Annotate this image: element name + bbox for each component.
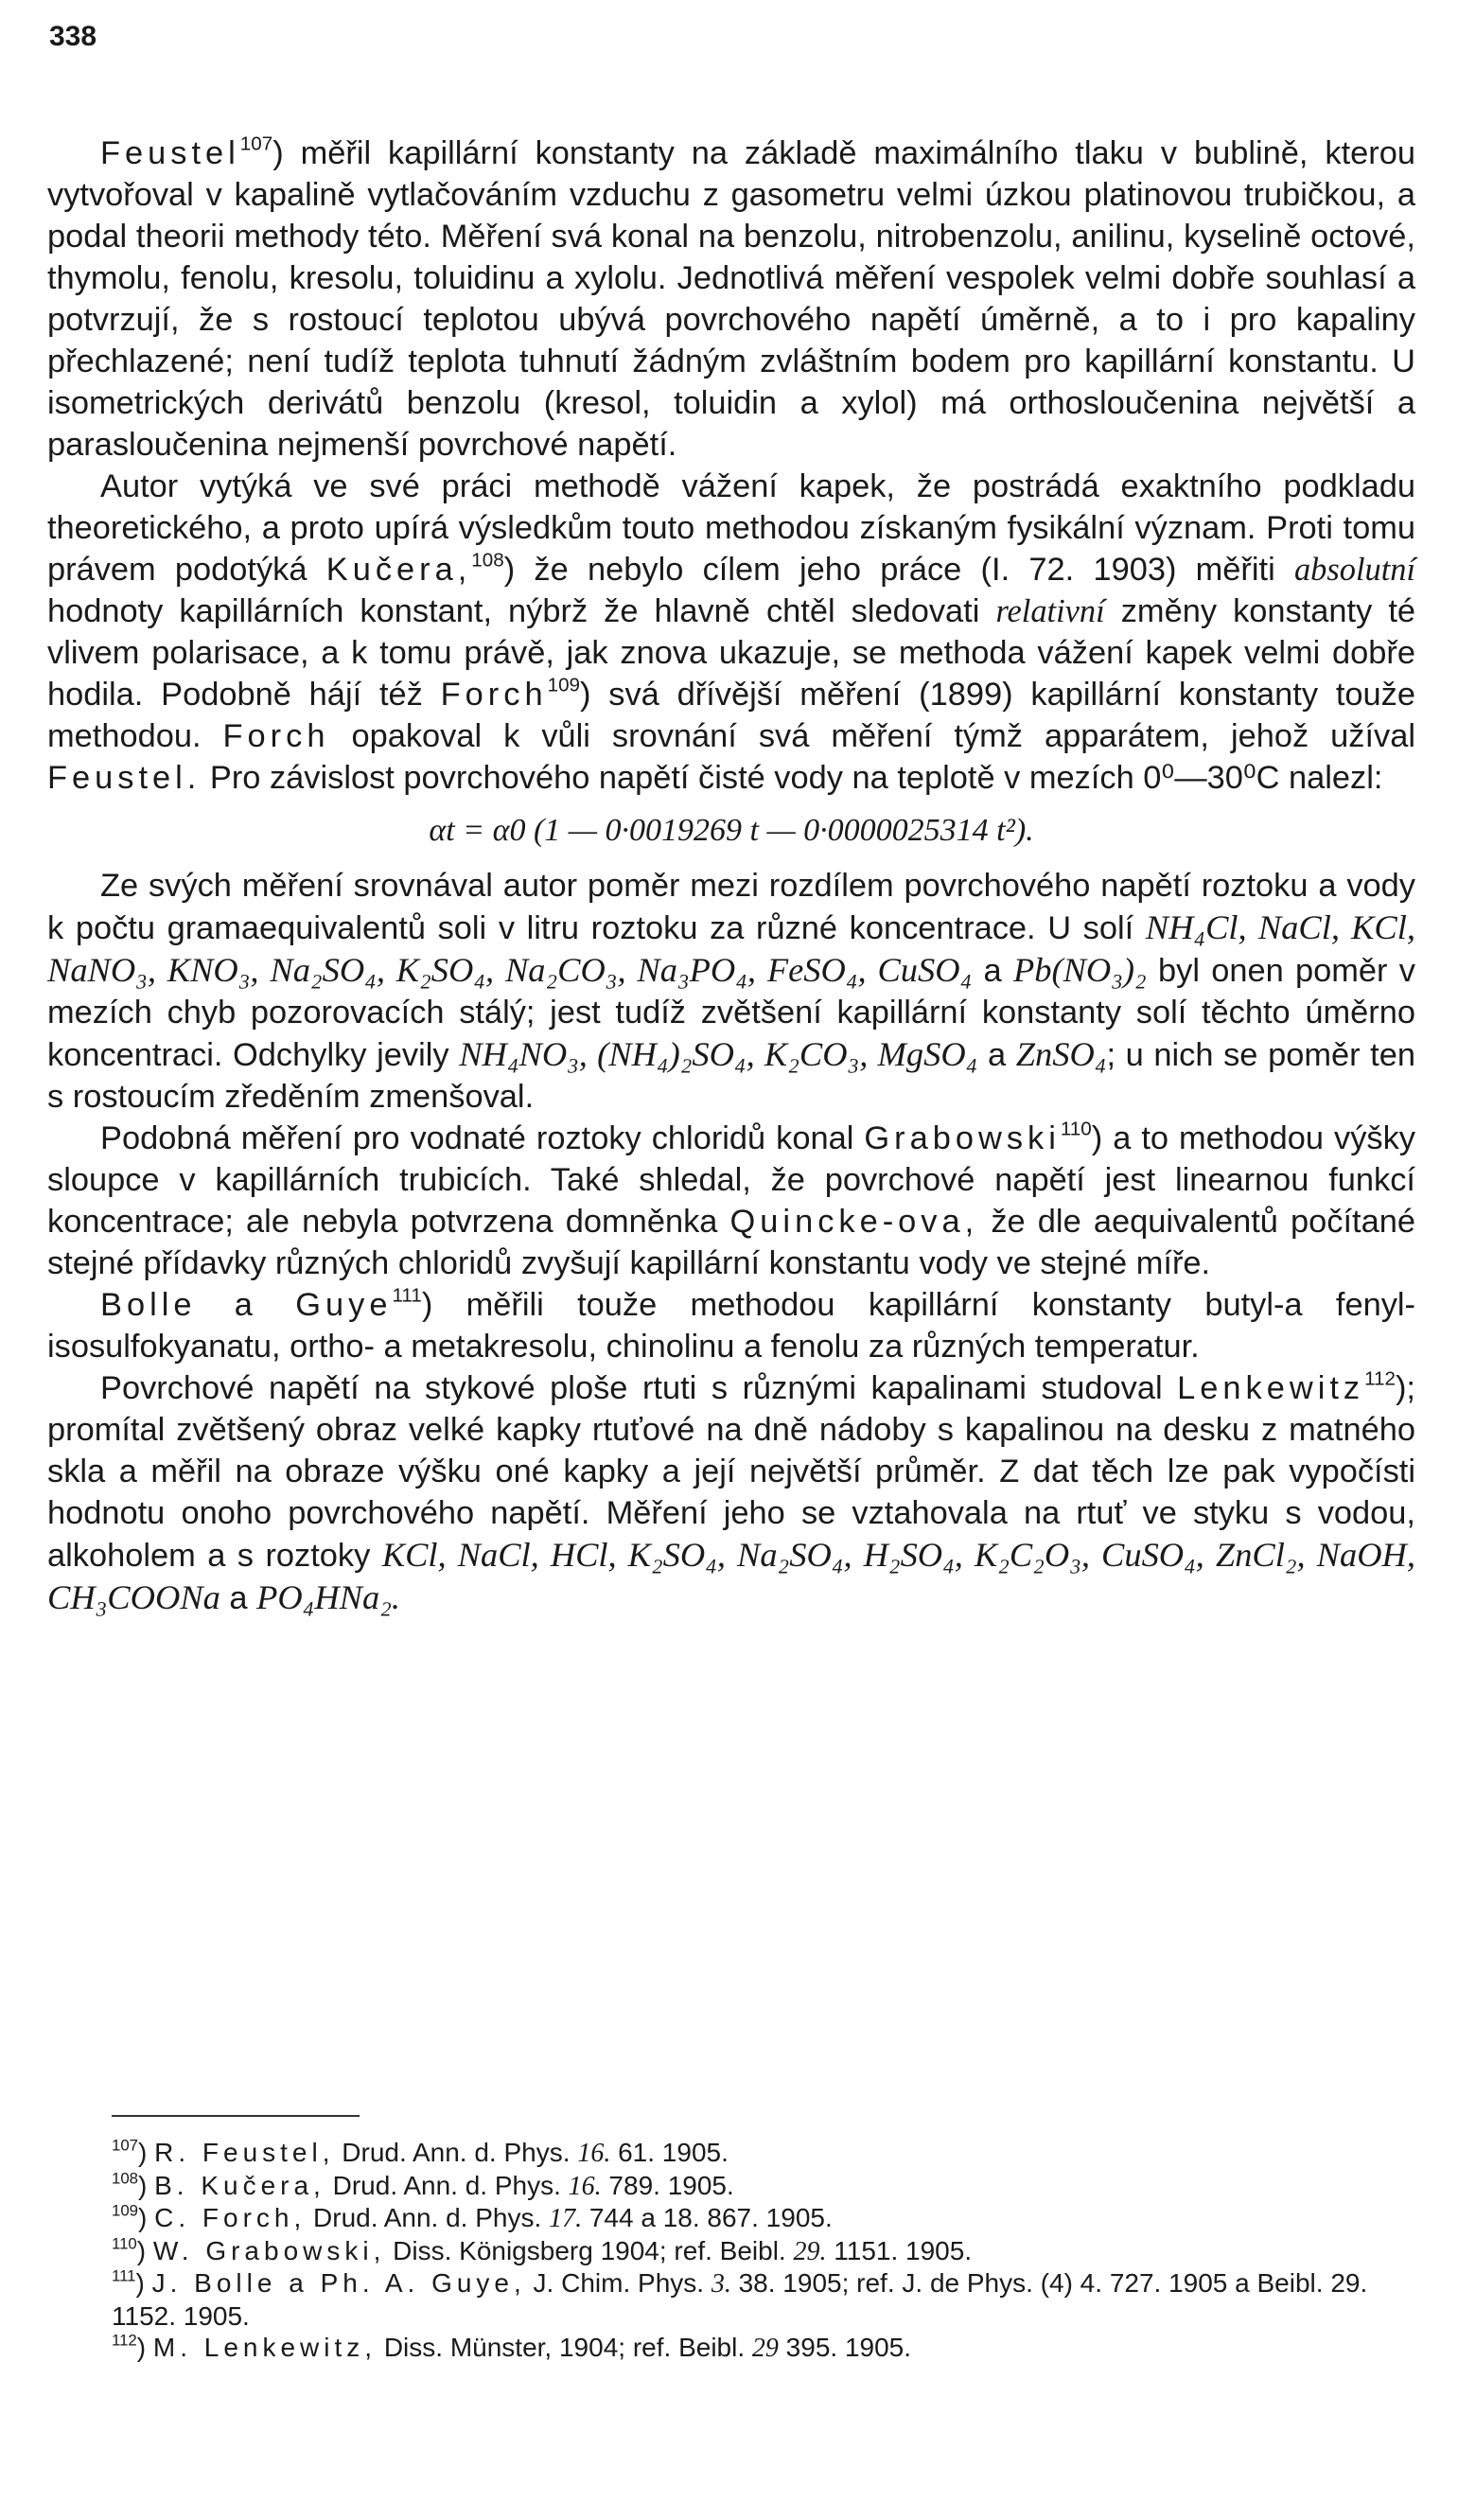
footnote-ref: 110 — [1060, 1118, 1092, 1140]
paragraph-text: Podobná měření pro vodnaté roztoky chloridů konal — [100, 1120, 865, 1156]
author-name: Kučera, — [325, 552, 472, 588]
footnote: $^{111}$) J. Bolle a Ph. A. Guye, J. Chim. Phys. 3. 38. 1905; ref. J. de Phys. (4) 4. 727. 1905 a Beibl. 29. 1152. 1905. — [112, 2266, 1368, 2331]
footnote-divider — [112, 2115, 360, 2117]
footnote-volume: 16. — [577, 2139, 611, 2168]
footnote-author: R. Feustel, — [154, 2138, 335, 2167]
footnote-text: 1151. 1905. — [826, 2235, 973, 2265]
footnote-ref: 112 — [1364, 1367, 1396, 1390]
footnote-number: 112 — [112, 2331, 137, 2350]
footnote-author: C. Forch, — [154, 2203, 307, 2232]
footnotes — [112, 2137, 1415, 2365]
paragraph-text: opakoval k vůli srovnání svá měření týmž apparátem, jehož užíval — [329, 718, 1415, 754]
paragraph-text: a — [220, 1580, 257, 1616]
footnote-volume: 17. — [549, 2204, 583, 2233]
footnote-text: J. Chim. Phys. — [525, 2268, 711, 2298]
chemical-formulas: NH₄Cl, NaCl, KCl, NaNO₃, KNO₃, Na₂SO₄, K₂SO₄, Na₂CO₃, Na₃PO₄, FeSO₄, CuSO₄ — [47, 908, 1415, 989]
author-name: Forch — [440, 677, 548, 713]
footnote-number: 108 — [112, 2168, 138, 2187]
footnote-text: Drud. Ann. d. Phys. — [306, 2203, 550, 2232]
page-number: 338 — [49, 21, 97, 52]
footnote: $^{109}$) C. Forch, Drud. Ann. d. Phys. 17. 744 a 18. 867. 1905. — [112, 2201, 833, 2233]
footnote: $^{112}$) M. Lenkewitz, Diss. Münster, 1904; ref. Beibl. 29 395. 1905. — [112, 2331, 912, 2363]
footnote-author: M. Lenkewitz, — [152, 2333, 378, 2362]
paragraph-kucera — [47, 466, 1415, 799]
paragraph-text: Pro závislost povrchového napětí čisté vody na teplotě v mezích 0⁰—30⁰C nalezl: — [201, 760, 1383, 796]
paragraph-text: ) svá dřívější měření (1899) kapillární konstanty touže methodou. — [47, 677, 1415, 754]
author-name: Bolle a Guye — [100, 1287, 393, 1323]
footnote-text: 395. 1905. — [778, 2333, 912, 2362]
footnote: $^{110}$) W. Grabowski, Diss. Königsberg 1904; ref. Beibl. 29. 1151. 1905. — [112, 2233, 973, 2266]
paragraph-text: Povrchové napětí na stykové ploše rtuti s různými kapalinami studoval — [100, 1370, 1178, 1406]
footnote-ref: 107 — [239, 132, 273, 155]
footnote-author: W. Grabowski, — [152, 2235, 386, 2265]
footnote-text: Diss. Königsberg 1904; ref. Beibl. — [385, 2235, 794, 2265]
italic-term: absolutní — [1293, 552, 1415, 588]
paragraph-text: ) a to methodou výšky sloupce v kapillárních trubicích. Také shledal, že povrchové napětí jest linearnou funkcí koncentrace; ale nebyla potvrzena domněnka — [47, 1120, 1415, 1240]
author-name: Grabowski — [864, 1120, 1061, 1156]
footnote-text: Diss. Münster, 1904; ref. Beibl. — [377, 2333, 752, 2362]
main-text — [47, 132, 1415, 1619]
footnote-text: 61. 1905. — [610, 2138, 729, 2167]
italic-term: relativní — [995, 593, 1105, 629]
footnote-volume: 29 — [751, 2334, 779, 2363]
author-name: Quincke-ova, — [729, 1204, 979, 1240]
author-name: Feustel — [100, 135, 240, 171]
footnote-ref: 109 — [547, 674, 581, 696]
chemical-formulas: NH₄NO₃, (NH₄)₂SO₄, K₂CO₃, MgSO₄ — [459, 1035, 978, 1073]
footnote-number: 107 — [112, 2136, 138, 2155]
footnote-text: Drud. Ann. d. Phys. — [334, 2138, 578, 2167]
author-name: Forch — [222, 718, 330, 754]
footnote-volume: 16. — [568, 2171, 602, 2201]
footnote-text: Drud. Ann. d. Phys. — [325, 2170, 569, 2200]
footnote-volume: 29. — [793, 2236, 827, 2266]
paragraph-text: a — [972, 953, 1013, 989]
paragraph-text: ) měřil kapillární konstanty na základě maximálního tlaku v bublině, kterou vytvořoval v kapalině vytlačováním vzduchu z gasometru velmi úzkou platinovou trubičkou, a podal theorii methody této. Měření svá konal na benzolu, nitrobenzolu, anilinu, kyselině octové, thymolu, fenolu, kresolu, toluidinu a xylolu. Jednotlivá měření vespolek velmi dobře souhlasí a potvrzují, že s rostoucí teplotou ubývá povrchového napětí úměrně, a to i pro kapaliny přechlazené; není tudíž teplota tuhnutí žádným zvláštním bodem pro kapillární konstantu. U isometrických derivátů benzolu (kresol, toluidin a xylol) má orthosloučenina největší a parasloučenina nejmenší povrchové napětí. — [47, 135, 1415, 463]
paragraph-text: hodnoty kapillárních konstant, nýbrž že hlavně chtěl sledovati — [47, 593, 996, 629]
footnote-number: 111 — [112, 2266, 136, 2285]
chemical-formulas: ZnSO₄ — [1015, 1035, 1107, 1073]
paragraph-text: ) měřili touže methodou kapillární konstanty butyl-a fenyl-isosulfokyanatu, ortho- a metakresolu, chinolinu a fenolu za různých temperatur. — [47, 1287, 1415, 1365]
paragraph-text: ) že nebylo cílem jeho práce (I. 72. 1903) měřiti — [503, 552, 1294, 588]
footnote-volume: 3. — [711, 2269, 731, 2299]
paragraph-text: Ze svých měření srovnával autor poměr mezi rozdílem povrchového napětí roztoku a vody k počtu gramaequivalentů soli v litru roztoku za různé koncentrace. U solí — [47, 868, 1415, 946]
footnote: $^{107}$) R. Feustel, Drud. Ann. d. Phys. 16. 61. 1905. — [112, 2136, 729, 2168]
footnote-number: 109 — [112, 2201, 138, 2220]
footnote-ref: 108 — [471, 549, 504, 572]
chemical-formulas: PO₄HNa₂. — [256, 1578, 400, 1616]
paragraph-text: byl onen poměr v mezích chyb pozorovacích stálý; jest tudíž zvětšení kapillární konstanty solí těchto úměrno koncentraci. Odchylky jevily — [47, 953, 1415, 1073]
author-name: Feustel. — [47, 760, 202, 796]
author-name: Lenkewitz — [1177, 1370, 1365, 1406]
footnote-text: 744 a 18. 867. 1905. — [582, 2203, 833, 2232]
paragraph-text: Autor vytýká ve své práci methodě vážení kapek, že postrádá exaktního podkladu theoretického, a proto upírá výsledkům touto methodou získaným fysikální význam. Proti tomu právem podotýká — [47, 468, 1415, 588]
footnote-author: J. Bolle a Ph. A. Guye, — [151, 2268, 526, 2298]
paragraph-text: ; u nich se poměr ten s rostoucím zředěním zmenšoval. — [47, 1037, 1415, 1115]
paragraph-salts — [47, 865, 1415, 1118]
footnote-ref: 111 — [392, 1284, 422, 1307]
footnote-number: 110 — [112, 2233, 137, 2252]
footnote: $^{108}$) B. Kučera, Drud. Ann. d. Phys. 16. 789. 1905. — [112, 2168, 734, 2201]
paragraph-feustel — [47, 132, 1415, 466]
footnote-author: B. Kučera, — [154, 2170, 325, 2200]
equation: αt = α0 (1 — 0·0019269 t — 0·0000025314 t²). — [429, 813, 1034, 848]
paragraph-lenkewitz — [47, 1367, 1415, 1619]
paragraph-text: změny konstanty té vlivem polarisace, a k tomu právě, jak znova ukazuje, se methoda vážení kapek velmi dobře hodila. Podobně hájí též — [47, 593, 1416, 713]
footnote-text: 789. 1905. — [601, 2170, 734, 2200]
paragraph-text: že dle aequivalentů počítané stejné přídavky různých chloridů zvyšují kapillární konstantu vody ve stejné míře. — [47, 1204, 1415, 1281]
footnote-text: 38. 1905; ref. J. de Phys. (4) 4. 727. 1905 a Beibl. 29. 1152. 1905. — [112, 2268, 1368, 2331]
chemical-formulas: KCl, NaCl, HCl, K₂SO₄, Na₂SO₄, H₂SO₄, K₂C₂O₃, CuSO₄, ZnCl₂, NaOH, CH₃COONa — [47, 1536, 1415, 1616]
paragraph-text: a — [977, 1037, 1016, 1073]
paragraph-grabowski — [47, 1118, 1415, 1284]
chemical-formulas: Pb(NO₃)₂ — [1012, 951, 1147, 989]
paragraph-text: ); promítal zvětšený obraz velké kapky rtuťové na dně nádoby s kapalinou na desku z matného skla a měřil na obraze výšku oné kapky a její největší průměr. Z dat těch lze pak vypočísti hodnotu onoho povrchového napětí. Měření jeho se vztahovala na rtuť ve styku s vodou, alkoholem a s roztoky — [47, 1370, 1415, 1574]
paragraph-bolle-guye — [47, 1284, 1415, 1367]
